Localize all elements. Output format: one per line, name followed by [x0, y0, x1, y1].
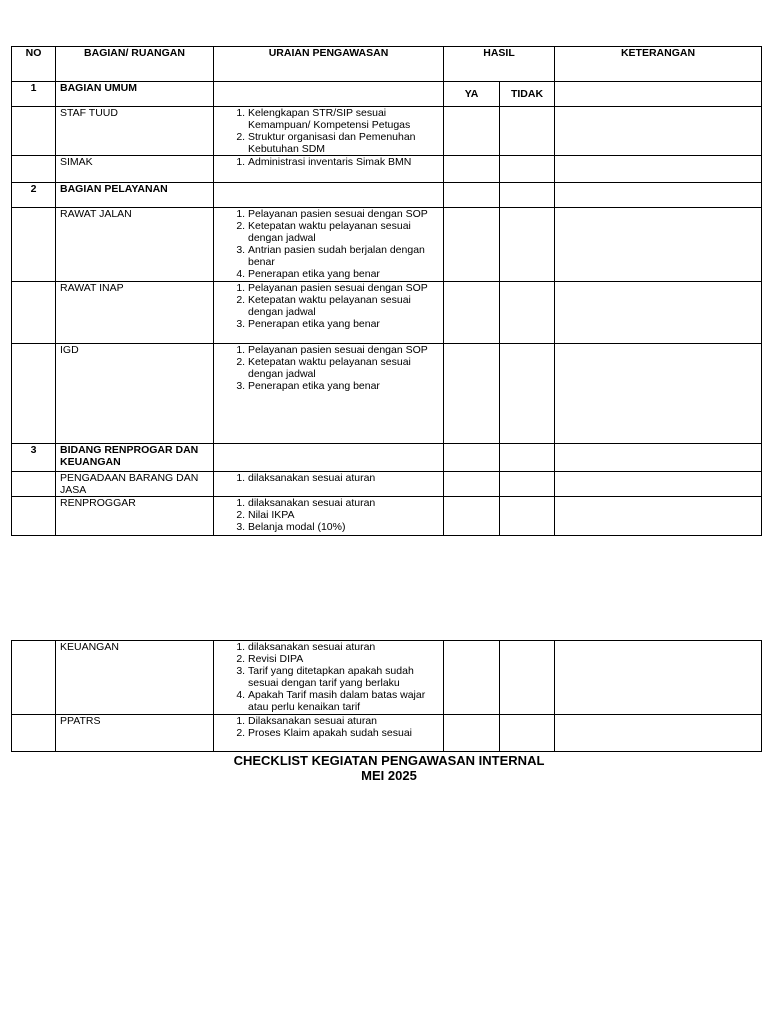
- ya-checkbox-cell[interactable]: [444, 208, 500, 282]
- tidak-checkbox-cell[interactable]: [500, 497, 555, 536]
- ya-checkbox-cell[interactable]: [444, 107, 500, 156]
- list-item: 4. Penerapan etika yang benar: [248, 268, 439, 280]
- list-item: 2. Revisi DIPA: [248, 653, 439, 665]
- hasil-ya-label: YA: [444, 82, 500, 107]
- tidak-checkbox-cell[interactable]: [500, 282, 555, 344]
- list-item: 4. Apakah Tarif masih dalam batas wajar atau perlu kenaikan tarif: [248, 689, 439, 713]
- tidak-checkbox-cell[interactable]: [500, 183, 555, 208]
- list-item: 1. Pelayanan pasien sesuai dengan SOP: [248, 208, 439, 220]
- tidak-checkbox-cell[interactable]: [500, 208, 555, 282]
- section-number: 2: [12, 183, 56, 208]
- keterangan-cell[interactable]: [555, 107, 762, 156]
- table-row: [12, 344, 762, 444]
- uraian-cell: [214, 444, 444, 472]
- tidak-checkbox-cell[interactable]: [500, 715, 555, 752]
- list-item: 1. Kelengkapan STR/SIP sesuai Kemampuan/ Kompetensi Petugas: [248, 107, 439, 131]
- tidak-checkbox-cell[interactable]: [500, 472, 555, 497]
- list-item: 2. Ketepatan waktu pelayanan sesuai dengan jadwal: [248, 294, 439, 318]
- list-item: 1. dilaksanakan sesuai aturan: [248, 641, 439, 653]
- uraian-cell: [214, 208, 444, 282]
- section-title: BAGIAN PELAYANAN: [56, 183, 214, 208]
- list-item: 1. Pelayanan pasien sesuai dengan SOP: [248, 282, 439, 294]
- uraian-cell: [214, 497, 444, 536]
- list-item: 3. Penerapan etika yang benar: [248, 380, 439, 392]
- list-item: 3. Penerapan etika yang benar: [248, 318, 439, 330]
- tidak-checkbox-cell[interactable]: [500, 344, 555, 444]
- room-name: STAF TUUD: [56, 107, 214, 156]
- table-row: [12, 472, 762, 497]
- keterangan-cell[interactable]: [555, 208, 762, 282]
- list-item: 2. Struktur organisasi dan Pemenuhan Kebutuhan SDM: [248, 131, 439, 155]
- ya-checkbox-cell[interactable]: [444, 641, 500, 715]
- list-item: 2. Ketepatan waktu pelayanan sesuai dengan jadwal: [248, 220, 439, 244]
- room-name: KEUANGAN: [56, 641, 214, 715]
- list-item: 2. Nilai IKPA: [248, 509, 439, 521]
- list-item: 2. Ketepatan waktu pelayanan sesuai dengan jadwal: [248, 356, 439, 380]
- list-item: 2. Proses Klaim apakah sudah sesuai: [248, 727, 439, 739]
- header-uraian: URAIAN PENGAWASAN: [214, 47, 444, 82]
- uraian-cell: [214, 183, 444, 208]
- keterangan-cell: [555, 82, 762, 107]
- ya-checkbox-cell[interactable]: [444, 715, 500, 752]
- list-item: 3. Belanja modal (10%): [248, 521, 439, 533]
- uraian-cell: [214, 344, 444, 444]
- table-row: [12, 641, 762, 715]
- tidak-checkbox-cell[interactable]: [500, 107, 555, 156]
- tidak-checkbox-cell[interactable]: [500, 156, 555, 183]
- room-name: PPATRS: [56, 715, 214, 752]
- tidak-checkbox-cell[interactable]: [500, 444, 555, 472]
- table-row: [12, 208, 762, 282]
- table-row: [12, 282, 762, 344]
- room-name: RENPROGGAR: [56, 497, 214, 536]
- tidak-checkbox-cell[interactable]: [500, 641, 555, 715]
- keterangan-cell[interactable]: [555, 444, 762, 472]
- document-title: [0, 753, 768, 783]
- table-row: [12, 715, 762, 752]
- section-row: [12, 82, 762, 107]
- uraian-cell: [214, 641, 444, 715]
- table-row: [12, 107, 762, 156]
- no-cell: [12, 715, 56, 752]
- ya-checkbox-cell[interactable]: [444, 444, 500, 472]
- room-name: RAWAT INAP: [56, 282, 214, 344]
- list-item: 1. Administrasi inventaris Simak BMN: [248, 156, 439, 168]
- no-cell: [12, 641, 56, 715]
- header-hasil: HASIL: [444, 47, 555, 82]
- uraian-cell: [214, 282, 444, 344]
- uraian-cell: [214, 715, 444, 752]
- uraian-cell: [214, 472, 444, 497]
- section-number: 3: [12, 444, 56, 472]
- section-title: BIDANG RENPROGAR DAN KEUANGAN: [56, 444, 214, 472]
- ya-checkbox-cell[interactable]: [444, 156, 500, 183]
- room-name: IGD: [56, 344, 214, 444]
- no-cell: [12, 472, 56, 497]
- keterangan-cell[interactable]: [555, 344, 762, 444]
- ya-checkbox-cell[interactable]: [444, 183, 500, 208]
- ya-checkbox-cell[interactable]: [444, 344, 500, 444]
- keterangan-cell[interactable]: [555, 715, 762, 752]
- checklist-table: [11, 46, 762, 536]
- no-cell: [12, 107, 56, 156]
- ya-checkbox-cell[interactable]: [444, 497, 500, 536]
- title-line: CHECKLIST KEGIATAN PENGAWASAN INTERNAL: [233, 753, 545, 768]
- header-row: [12, 47, 762, 82]
- list-item: 1. Pelayanan pasien sesuai dengan SOP: [248, 344, 439, 356]
- ya-checkbox-cell[interactable]: [444, 282, 500, 344]
- title-month: MEI 2025: [361, 768, 417, 783]
- header-keterangan: KETERANGAN: [555, 47, 762, 82]
- list-item: 3. Antrian pasien sudah berjalan dengan benar: [248, 244, 439, 268]
- keterangan-cell[interactable]: [555, 156, 762, 183]
- keterangan-cell[interactable]: [555, 497, 762, 536]
- ya-checkbox-cell[interactable]: [444, 472, 500, 497]
- no-cell: [12, 208, 56, 282]
- list-item: 3. Tarif yang ditetapkan apakah sudah sesuai dengan tarif yang berlaku: [248, 665, 439, 689]
- uraian-cell: [214, 156, 444, 183]
- keterangan-cell[interactable]: [555, 472, 762, 497]
- header-no: NO: [12, 47, 56, 82]
- no-cell: [12, 344, 56, 444]
- uraian-cell: [214, 107, 444, 156]
- uraian-cell: [214, 82, 444, 107]
- keterangan-cell[interactable]: [555, 183, 762, 208]
- checklist-table-continued: [11, 640, 762, 752]
- table-row: [12, 497, 762, 536]
- room-name: SIMAK: [56, 156, 214, 183]
- no-cell: [12, 497, 56, 536]
- room-name: RAWAT JALAN: [56, 208, 214, 282]
- table-row: [12, 156, 762, 183]
- room-name: PENGADAAN BARANG DAN JASA: [56, 472, 214, 497]
- section-row: [12, 183, 762, 208]
- list-item: 1. dilaksanakan sesuai aturan: [248, 497, 439, 509]
- keterangan-cell[interactable]: [555, 282, 762, 344]
- hasil-tidak-label: TIDAK: [500, 82, 555, 107]
- list-item: 1. Dilaksanakan sesuai aturan: [248, 715, 439, 727]
- keterangan-cell[interactable]: [555, 641, 762, 715]
- no-cell: [12, 282, 56, 344]
- list-item: 1. dilaksanakan sesuai aturan: [248, 472, 439, 484]
- no-cell: [12, 156, 56, 183]
- section-number: 1: [12, 82, 56, 107]
- header-bagian: BAGIAN/ RUANGAN: [56, 47, 214, 82]
- section-title: BAGIAN UMUM: [56, 82, 214, 107]
- section-row: [12, 444, 762, 472]
